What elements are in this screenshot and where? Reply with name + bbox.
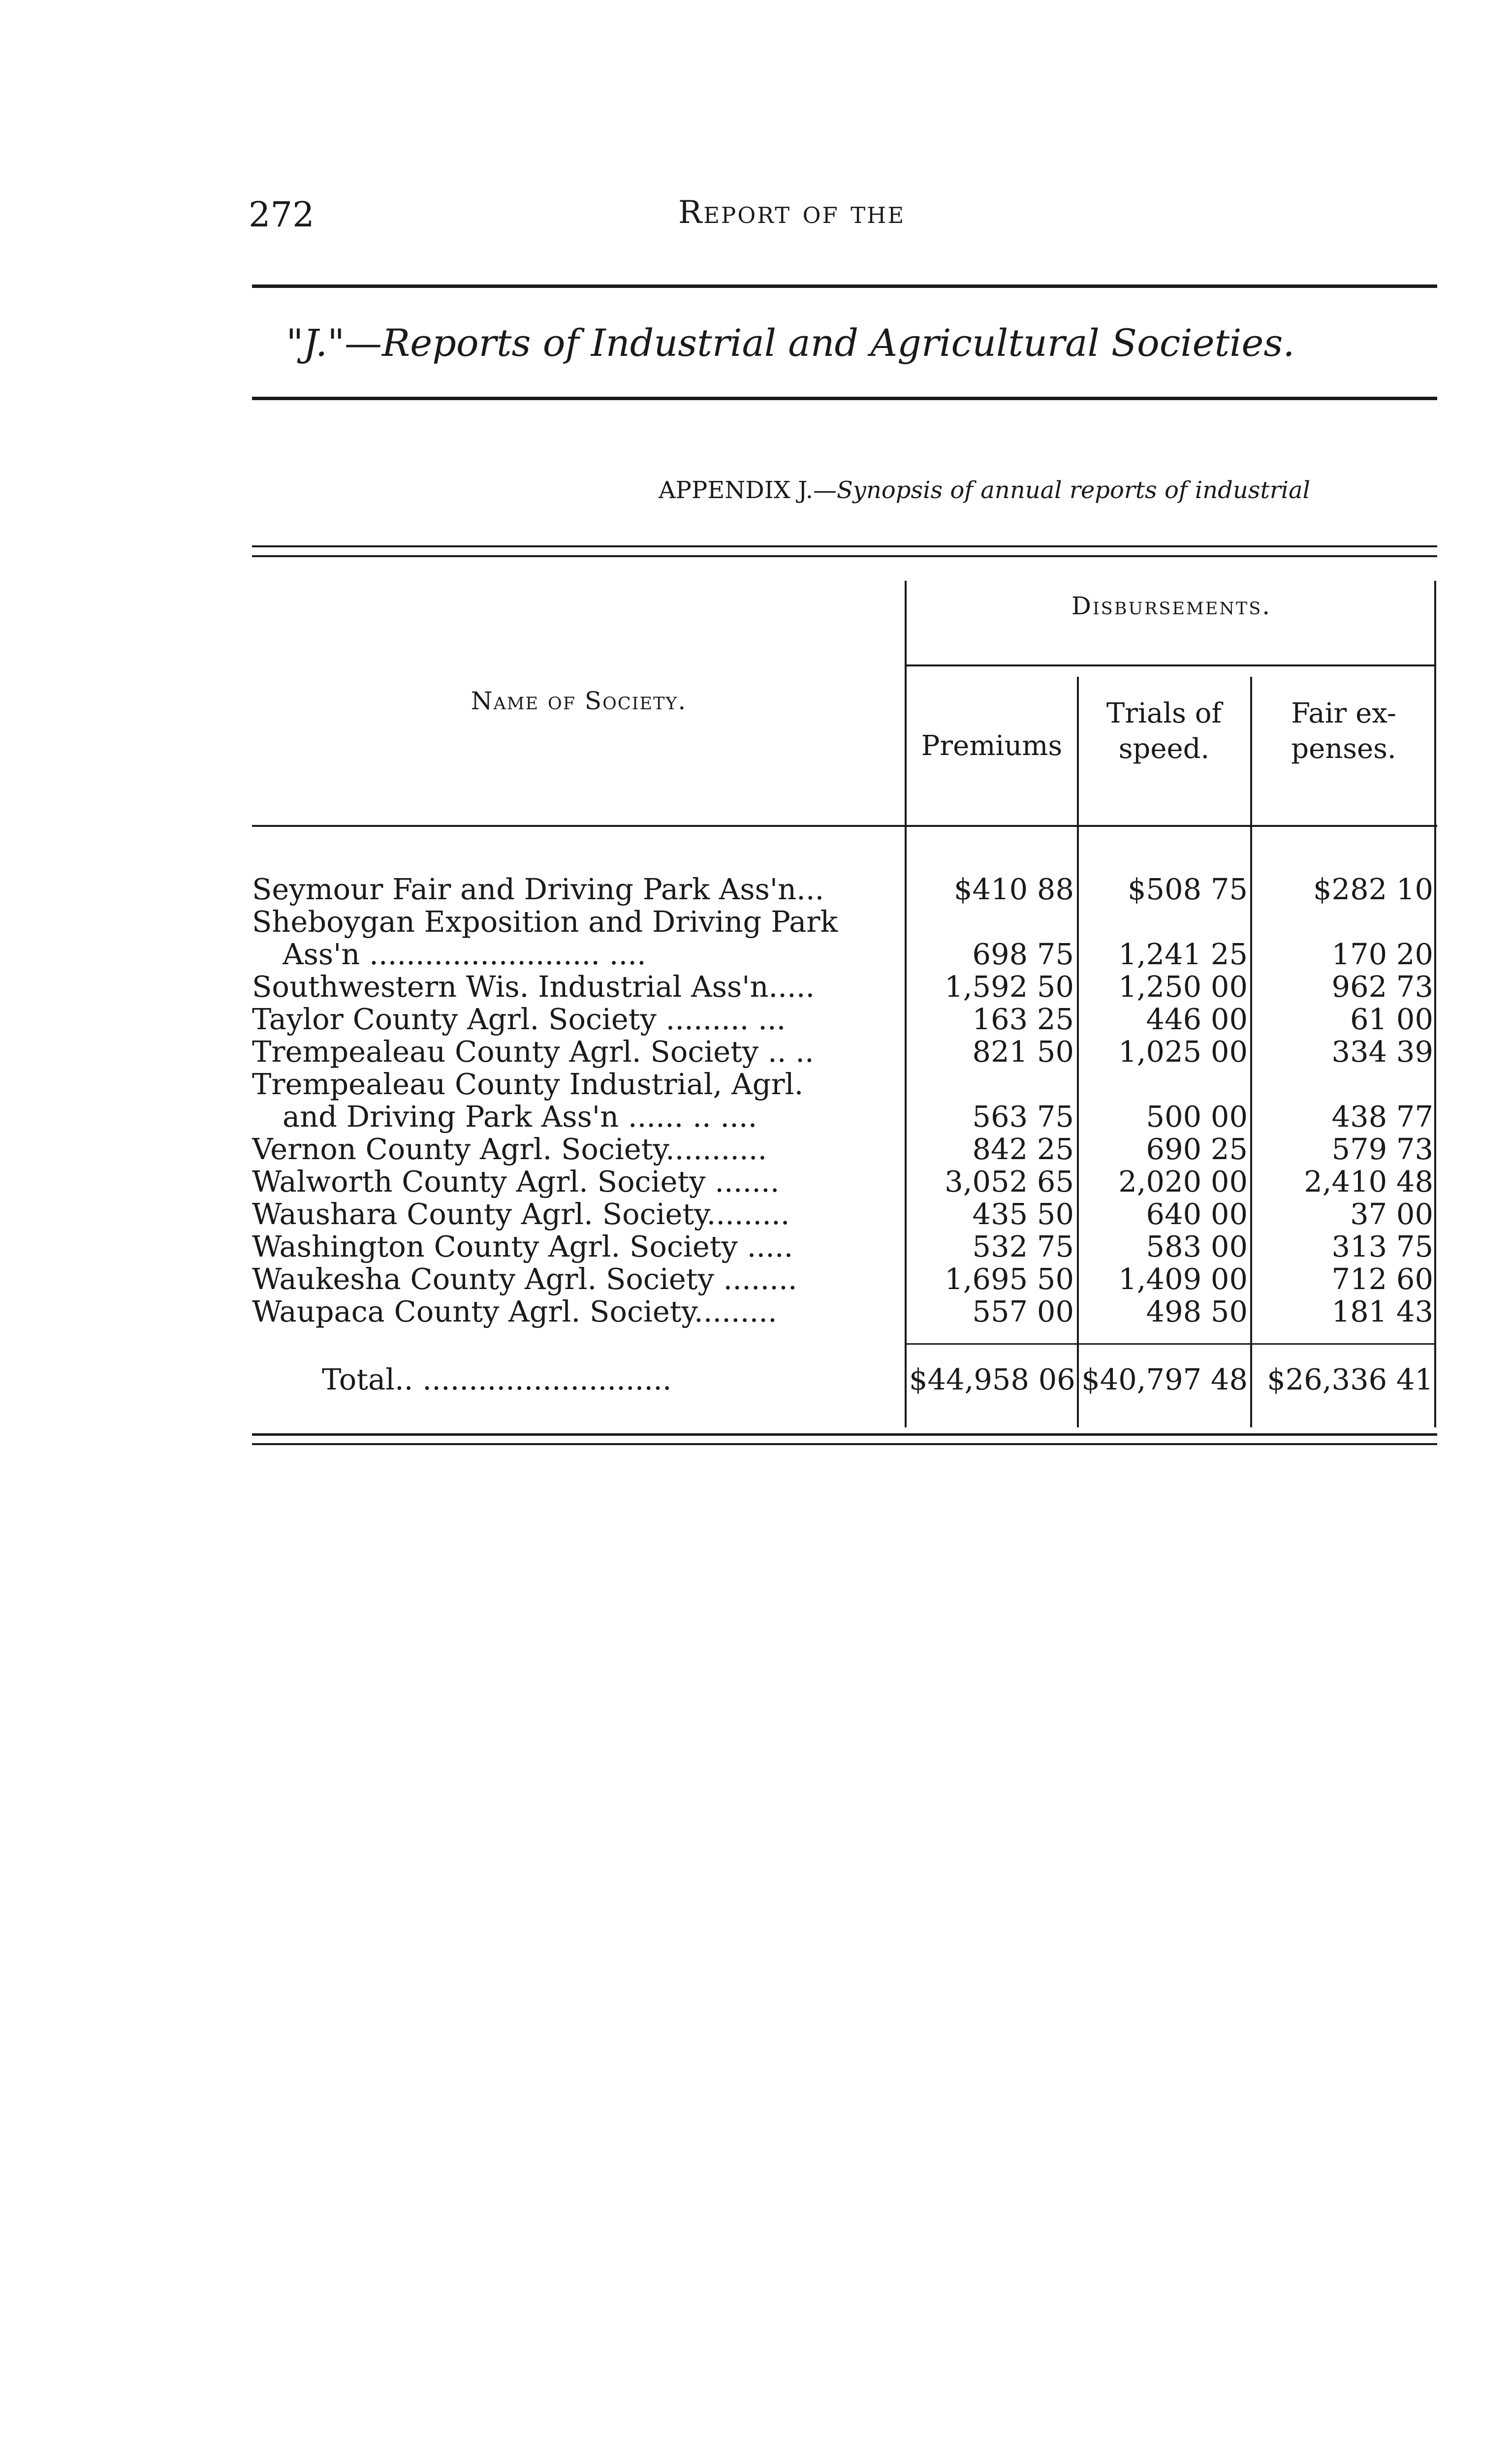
trials-value: 583 00 [1146,1230,1248,1263]
table-rule [252,545,1437,547]
fair-expenses-value: 2,410 48 [1304,1165,1433,1199]
premiums-value: 698 75 [972,937,1074,971]
fair-expenses-value: 579 73 [1331,1132,1433,1166]
trials-of-speed-header [1080,696,1248,767]
trials-value: 1,409 00 [1118,1262,1248,1296]
table-row [252,1003,1437,1036]
premiums-value: 557 00 [972,1294,1074,1328]
total-fair: $26,336 41 [1267,1362,1433,1396]
table-row [252,1263,1437,1295]
society-name: Walworth County Agrl. Society ....... [252,1166,780,1198]
table-rule [252,1443,1437,1445]
running-head: Report of the [678,194,906,231]
trials-value: 446 00 [1146,1002,1248,1036]
header-rule-bottom [252,397,1437,400]
table-row [252,1133,1437,1166]
table-row [252,1166,1437,1198]
fair-expenses-value: 438 77 [1331,1100,1433,1134]
fair-expenses-value: 170 20 [1331,937,1433,971]
total-rule [907,1343,1435,1345]
society-name: Trempealeau County Industrial, Agrl. [252,1068,804,1101]
fair-expenses-value: $282 10 [1313,872,1433,906]
table-row [252,1068,1437,1101]
premiums-value: $410 88 [954,872,1074,906]
table-row [252,1295,1437,1328]
fair-expenses-value: 61 00 [1350,1002,1433,1036]
society-name: Trempealeau County Agrl. Society .. .. [252,1036,814,1068]
premiums-header: Premiums [921,730,1063,762]
trials-value: 2,020 00 [1118,1165,1248,1199]
fair-expenses-value: 181 43 [1331,1294,1433,1328]
caption-text: Synopsis of annual reports of industrial [836,476,1310,504]
total-premiums: $44,958 06 [909,1362,1075,1396]
trials-header-line: speed. [1118,733,1210,765]
table-row [252,1036,1437,1068]
society-name: Waushara County Agrl. Society......... [252,1198,790,1230]
table-rule [252,555,1437,557]
trials-value: $508 75 [1128,872,1248,906]
table-row [252,1230,1437,1263]
group-rule [907,664,1435,666]
fair-expenses-value: 334 39 [1331,1035,1433,1069]
society-name: Vernon County Agrl. Society........... [252,1133,767,1166]
fair-expenses-value: 37 00 [1350,1197,1433,1231]
society-name-header: Name of Society. [471,687,687,715]
society-name: Washington County Agrl. Society ..... [252,1230,793,1263]
society-name: Southwestern Wis. Industrial Ass'n..... [252,971,815,1003]
fair-expenses-value: 313 75 [1331,1230,1433,1263]
table-rule [252,1433,1437,1436]
table-row [252,971,1437,1003]
fair-header-line: Fair ex- [1291,697,1396,729]
fair-expenses-value: 712 60 [1331,1262,1433,1296]
trials-value: 690 25 [1146,1132,1248,1166]
total-label: Total.. ........................... [322,1363,672,1396]
premiums-value: 842 25 [972,1132,1074,1166]
header-bottom-rule [252,825,1437,827]
trials-value: 498 50 [1146,1294,1248,1328]
premiums-value: 435 50 [972,1197,1074,1231]
fair-header-line: penses. [1291,733,1396,765]
society-name: Ass'n ......................... .... [283,938,646,971]
table-caption [659,476,1310,504]
trials-value: 1,250 00 [1118,970,1248,1004]
trials-header-line: Trials of [1106,697,1222,729]
section-title: "J."—Reports of Industrial and Agricultural Societies. [286,321,1295,365]
table-row [252,938,1437,971]
society-name: Waupaca County Agrl. Society......... [252,1295,777,1328]
table-row [252,1101,1437,1133]
page-number: 272 [249,194,315,235]
fair-expenses-value: 962 73 [1331,970,1433,1004]
table-row [252,906,1437,938]
premiums-value: 563 75 [972,1100,1074,1134]
society-name: Waukesha County Agrl. Society ........ [252,1263,797,1295]
society-name: Sheboygan Exposition and Driving Park [252,906,838,938]
society-name: and Driving Park Ass'n ...... .. .... [283,1101,757,1133]
premiums-value: 821 50 [972,1035,1074,1069]
fair-expenses-header [1253,696,1435,767]
premiums-value: 1,695 50 [945,1262,1074,1296]
table-row [252,1198,1437,1230]
trials-value: 640 00 [1146,1197,1248,1231]
premiums-value: 163 25 [972,1002,1074,1036]
trials-value: 500 00 [1146,1100,1248,1134]
caption-prefix: APPENDIX J.— [659,476,837,504]
premiums-value: 3,052 65 [945,1165,1074,1199]
disbursements-header: Disbursements. [1071,592,1272,620]
premiums-value: 1,592 50 [945,970,1074,1004]
trials-value: 1,241 25 [1118,937,1248,971]
total-row [252,1363,1437,1396]
premiums-value: 532 75 [972,1230,1074,1263]
header-rule-top [252,284,1437,288]
trials-value: 1,025 00 [1118,1035,1248,1069]
total-trials: $40,797 48 [1081,1362,1248,1396]
society-name: Seymour Fair and Driving Park Ass'n... [252,873,824,906]
society-name: Taylor County Agrl. Society ......... ... [252,1003,786,1036]
table-row [252,873,1437,906]
